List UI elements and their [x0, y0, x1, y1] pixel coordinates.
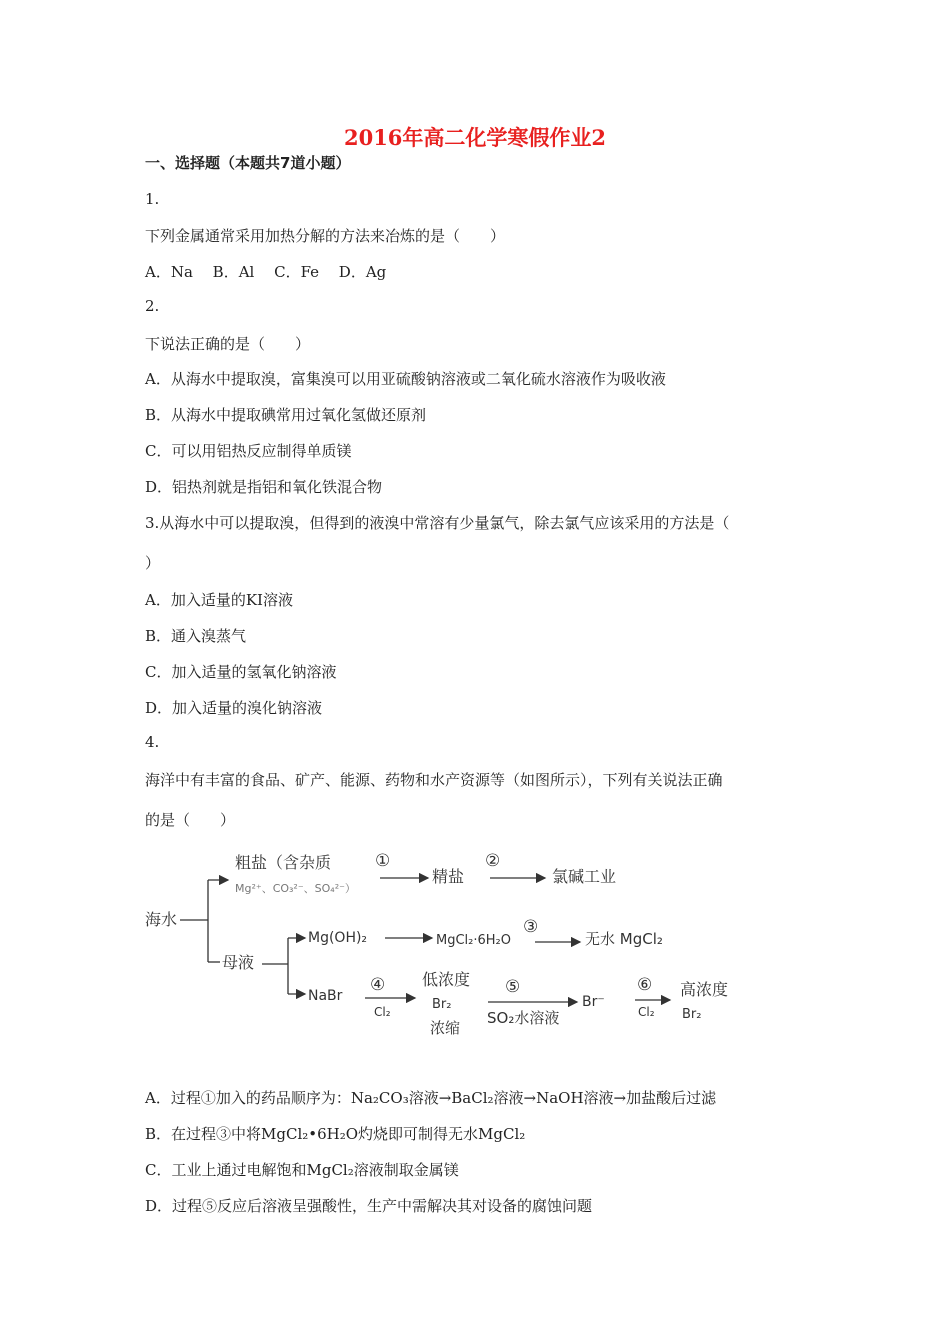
seawater-process-diagram [140, 840, 760, 1045]
q4-stem-cont: 的是（ ） [145, 811, 236, 829]
q2-stem: 下说法正确的是（ ） [145, 335, 311, 353]
mgoh2-label: Mg(OH)₂ [308, 930, 368, 946]
br2-high-label: Br₂ [682, 1007, 702, 1022]
page-title: 2016年高二化学寒假作业2 [343, 125, 607, 150]
high-concentration-label: 高浓度 [680, 980, 729, 999]
q1-number: 1. [145, 190, 160, 208]
mother-liquor-label: 母液 [222, 953, 255, 972]
q4-option-c: C．工业上通过电解饱和MgCl₂溶液制取金属镁 [145, 1161, 459, 1179]
step-3-marker: ③ [523, 917, 539, 937]
section-heading: 一、选择题（本题共7道小题） [145, 154, 351, 172]
q4-number: 4. [145, 733, 160, 751]
anhydrous-mgcl2-label: 无水 MgCl₂ [585, 930, 663, 948]
q3-stem-cont: ） [145, 554, 161, 572]
step-2-marker: ② [485, 851, 501, 871]
q2-option-d: D．铝热剂就是指铝和氧化铁混合物 [145, 478, 383, 496]
q1-stem: 下列金属通常采用加热分解的方法来冶炼的是（ ） [145, 227, 506, 245]
concentrate-label: 浓缩 [430, 1019, 461, 1037]
q3-option-a: A．加入适量的KI溶液 [145, 591, 293, 609]
step-6-marker: ⑥ [637, 975, 653, 995]
q4-stem: 海洋中有丰富的食品、矿产、能源、药物和水产资源等（如图所示），下列有关说法正确 [145, 771, 723, 789]
seawater-label: 海水 [145, 910, 178, 929]
nabr-label: NaBr [308, 988, 343, 1004]
step-4-marker: ④ [370, 975, 386, 995]
q4-option-d: D．过程⑤反应后溶液呈强酸性，生产中需解决其对设备的腐蚀问题 [145, 1197, 593, 1215]
q2-option-a: A．从海水中提取溴，富集溴可以用亚硫酸钠溶液或二氧化硫水溶液作为吸收液 [145, 370, 666, 388]
bromide-ion-label: Br⁻ [582, 994, 605, 1010]
cl2-reagent-b: Cl₂ [638, 1005, 655, 1019]
q3-option-c: C．加入适量的氢氧化钠溶液 [145, 663, 337, 681]
q3-stem: 3.从海水中可以提取溴，但得到的液溴中常溶有少量氯气，除去氯气应该采用的方法是（ [145, 514, 730, 532]
cl2-reagent-a: Cl₂ [374, 1005, 391, 1019]
chlor-alkali-label: 氯碱工业 [552, 867, 617, 886]
mgcl2-hydrate-label: MgCl₂·6H₂O [436, 933, 511, 948]
q2-option-b: B．从海水中提取碘常用过氧化氢做还原剂 [145, 406, 427, 424]
impurities-label: Mg²⁺、CO₃²⁻、SO₄²⁻） [235, 882, 356, 895]
step-5-marker: ⑤ [505, 977, 521, 997]
step-1-marker: ① [375, 851, 391, 871]
q2-number: 2. [145, 297, 160, 315]
refined-salt-label: 精盐 [432, 867, 465, 886]
low-concentration-label: 低浓度 [422, 970, 471, 989]
q3-option-d: D．加入适量的溴化钠溶液 [145, 699, 323, 717]
so2-solution-label: SO₂水溶液 [487, 1009, 560, 1027]
q1-options: A．Na B．Al C．Fe D．Ag [145, 263, 387, 281]
q4-option-a: A．过程①加入的药品顺序为：Na₂CO₃溶液→BaCl₂溶液→NaOH溶液→加盐酸后过滤 [145, 1089, 717, 1107]
q2-option-c: C．可以用铝热反应制得单质镁 [145, 442, 352, 460]
q4-option-b: B．在过程③中将MgCl₂•6H₂O灼烧即可制得无水MgCl₂ [145, 1125, 526, 1143]
br2-low-label: Br₂ [432, 997, 452, 1012]
q3-option-b: B．通入溴蒸气 [145, 627, 247, 645]
crude-salt-label: 粗盐（含杂质 [235, 853, 332, 872]
